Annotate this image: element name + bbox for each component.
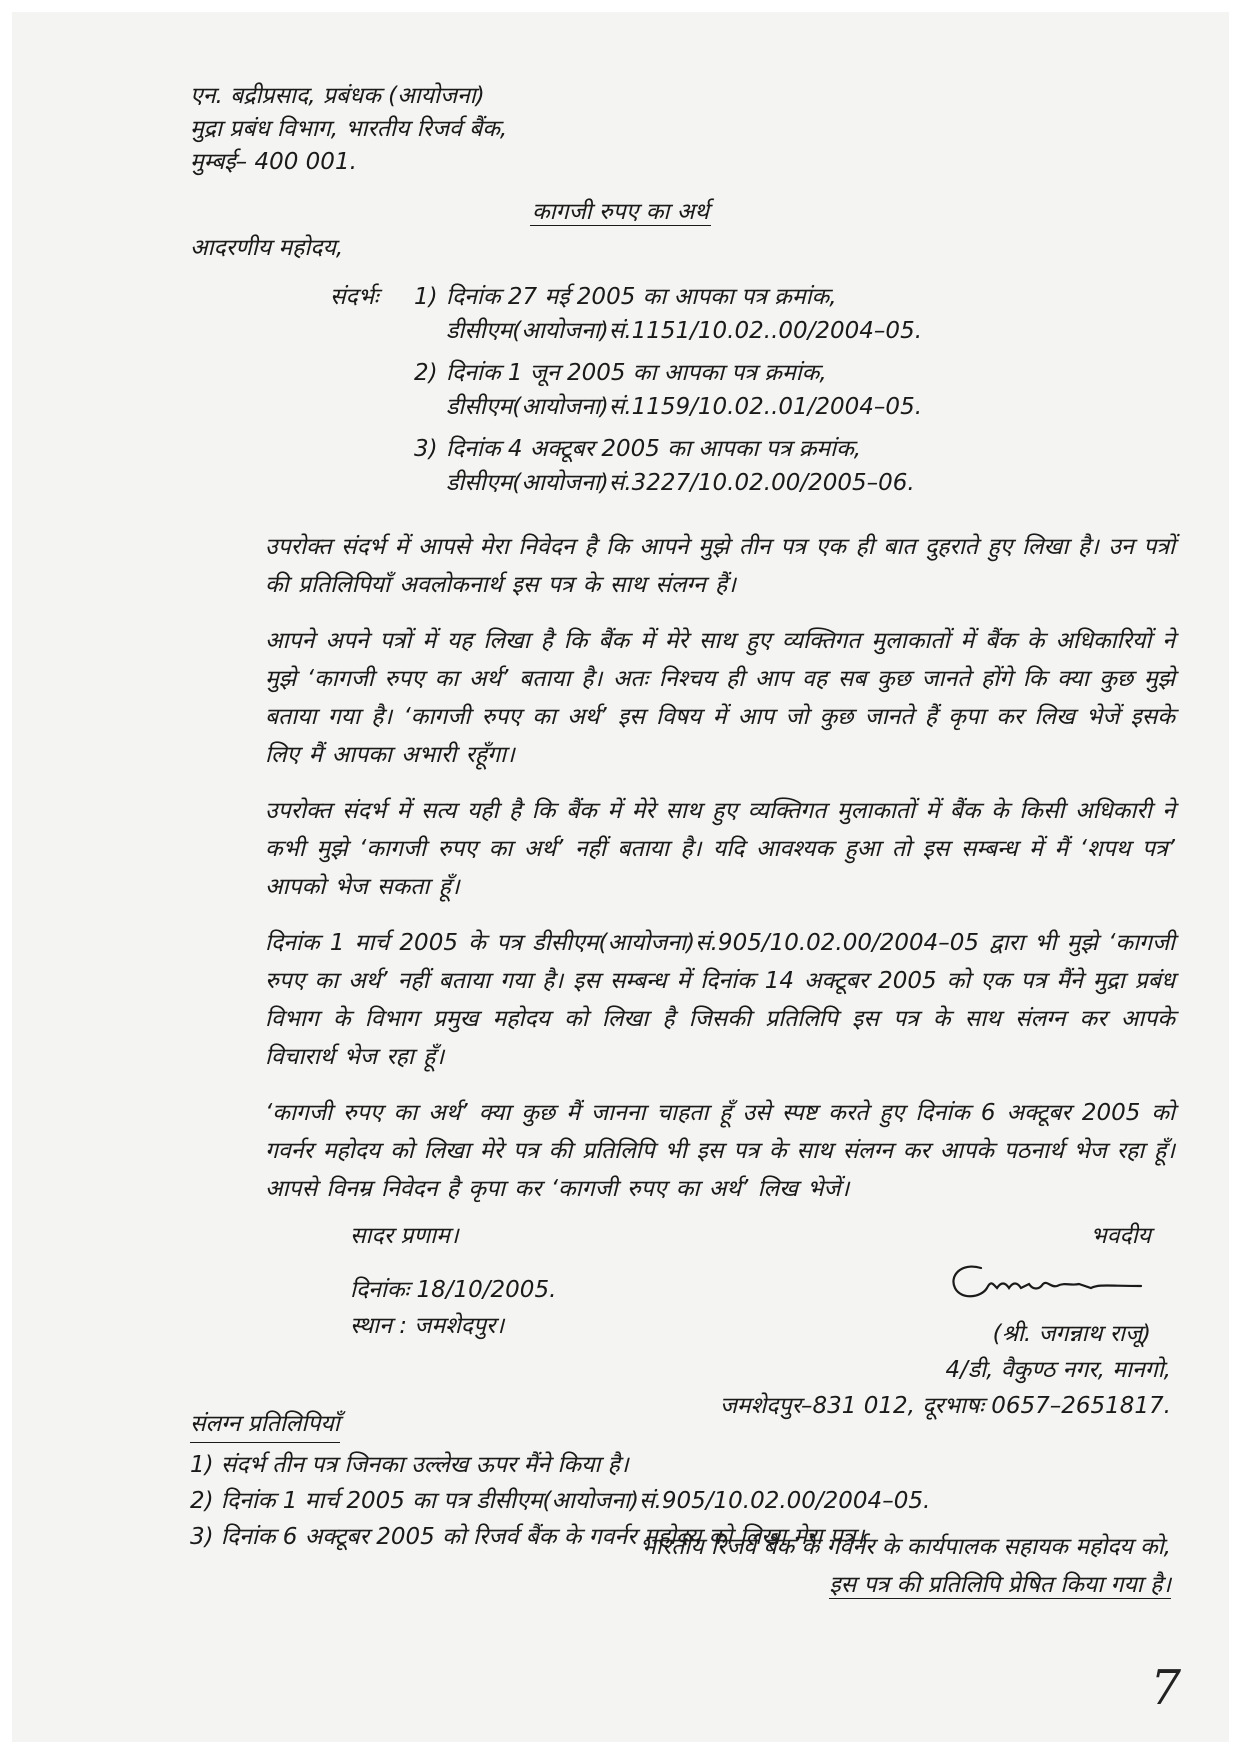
enclosures-heading: संलग्न प्रतिलिपियाँ: [190, 1406, 340, 1443]
sender-address-line: 4/डी, वैकुण्ठ नगर, मानगो,: [945, 1357, 1171, 1383]
body-paragraph: ‘कागजी रुपए का अर्थ’ क्या कुछ मैं जानना चाहता हूँ उसे स्पष्ट करते हुए दिनांक 6 अक्टूबर 2005 को गवर्नर महोदय को लिखा मेरे पत्र की प्रतिलिपि भी इस पत्र के साथ संलग्न कर आपके पठनार्थ भेज रहा हूँ। आपसे विनम्र निवेदन है कृपा कर ‘कागजी रुपए का अर्थ’ लिख भेजें।: [265, 1100, 1175, 1202]
reference-line: डीसीएम(आयोजना)सं.3227/10.02.00/2005–06.: [446, 470, 915, 496]
letter-place: स्थान : जमशेदपुर।: [350, 1313, 505, 1339]
subject-line: [0, 196, 1241, 229]
enclosure-item: 2) दिनांक 1 मार्च 2005 का पत्र डीसीएम(आयोजना)सं.905/10.02.00/2004–05.: [190, 1488, 931, 1514]
body-paragraph: आपने अपने पत्रों में यह लिखा है कि बैंक में मेरे साथ हुए व्यक्तिगत मुलाकातों में बैंक के अधिकारियों ने मुझे ‘कागजी रुपए का अर्थ’ बताया है। अतः निश्चय ही आप वह सब कुछ जानते होंगे कि क्या कुछ मुझे बताया गया है। ‘कागजी रुपए का अर्थ’ इस विषय में आप जो कुछ जानते हैं कृपा कर लिख भेजें इसके लिए मैं आपका अभारी रहूँगा।: [265, 628, 1175, 768]
salutation: आदरणीय महोदय,: [190, 235, 344, 261]
reference-line: डीसीएम(आयोजना)सं.1151/10.02..00/2004–05.: [446, 318, 923, 344]
references-block: [330, 280, 922, 508]
addressee-line-name: एन. बद्रीप्रसाद, प्रबंधक (आयोजना): [190, 83, 485, 109]
reference-line: दिनांक 1 जून 2005 का आपका पत्र क्रमांक,: [446, 360, 827, 386]
sender-block: [720, 1218, 1171, 1424]
closing-block: [350, 1218, 556, 1344]
addressee-line-department: मुद्रा प्रबंध विभाग, भारतीय रिजर्व बैंक,: [190, 116, 508, 142]
reference-label: संदर्भः: [330, 284, 379, 310]
signature-icon: [941, 1254, 1151, 1314]
page-number: 7: [1150, 1660, 1181, 1716]
sign-off: भवदीय: [1090, 1223, 1151, 1249]
sender-name: (श्री. जगन्नाथ राजू): [992, 1321, 1151, 1347]
body-paragraph: दिनांक 1 मार्च 2005 के पत्र डीसीएम(आयोजना)सं.905/10.02.00/2004–05 द्वारा भी मुझे ‘कागजी रुपए का अर्थ’ नहीं बताया गया है। इस सम्बन्ध में दिनांक 14 अक्टूबर 2005 को एक पत्र मैंने मुद्रा प्रबंध विभाग के विभाग प्रमुख महोदय को लिखा है जिसकी प्रतिलिपि इस पत्र के साथ संलग्न कर आपके विचारार्थ भेज रहा हूँ।: [265, 930, 1176, 1070]
reference-item: [330, 432, 922, 500]
copy-to-line: भारतीय रिजर्व बैंक के गवर्नर के कार्यपालक सहायक महोदय को,: [639, 1534, 1171, 1560]
reference-number: 1): [414, 284, 438, 310]
letter-date: दिनांकः 18/10/2005.: [350, 1277, 557, 1303]
body-paragraph: उपरोक्त संदर्भ में सत्य यही है कि बैंक में मेरे साथ हुए व्यक्तिगत मुलाकातों में बैंक के किसी अधिकारी ने कभी मुझे ‘कागजी रुपए का अर्थ’ नहीं बताया है। यदि आवश्यक हुआ तो इस सम्बन्ध में मैं ‘शपथ पत्र’ आपको भेज सकता हूँ।: [265, 798, 1175, 900]
enclosure-item: 1) संदर्भ तीन पत्र जिनका उल्लेख ऊपर मैंने किया है।: [190, 1452, 629, 1478]
body-paragraph: उपरोक्त संदर्भ में आपसे मेरा निवेदन है कि आपने मुझे तीन पत्र एक ही बात दुहराते हुए लिखा है। उन पत्रों की प्रतिलिपियाँ अवलोकनार्थ इस पत्र के साथ संलग्न हैं।: [265, 534, 1175, 598]
reference-number: 3): [414, 436, 438, 462]
letter-body: [265, 528, 1175, 1226]
copy-to-block: [640, 1528, 1171, 1604]
addressee-block: [190, 80, 507, 179]
signature: [720, 1254, 1171, 1316]
subject-text: कागजी रुपए का अर्थ: [532, 199, 709, 225]
reference-line: दिनांक 4 अक्टूबर 2005 का आपका पत्र क्रमांक,: [446, 436, 862, 462]
reference-line: दिनांक 27 मई 2005 का आपका पत्र क्रमांक,: [446, 284, 837, 310]
reference-number: 2): [414, 360, 438, 386]
addressee-line-city: मुम्बई– 400 001.: [190, 149, 357, 175]
reference-item: [330, 280, 922, 348]
reference-line: डीसीएम(आयोजना)सं.1159/10.02..01/2004–05.: [446, 394, 923, 420]
copy-to-line: इस पत्र की प्रतिलिपि प्रेषित किया गया है।: [829, 1572, 1171, 1598]
enclosure-item: 3) दिनांक 6 अक्टूबर 2005 को रिजर्व बैंक के गवर्नर महोदय को लिखा मेरा पत्र।: [190, 1524, 865, 1550]
closing-greeting: सादर प्रणाम।: [350, 1223, 459, 1249]
reference-item: [330, 356, 922, 424]
sender-address-line: जमशेदपुर–831 012, दूरभाषः 0657–2651817.: [719, 1393, 1171, 1419]
